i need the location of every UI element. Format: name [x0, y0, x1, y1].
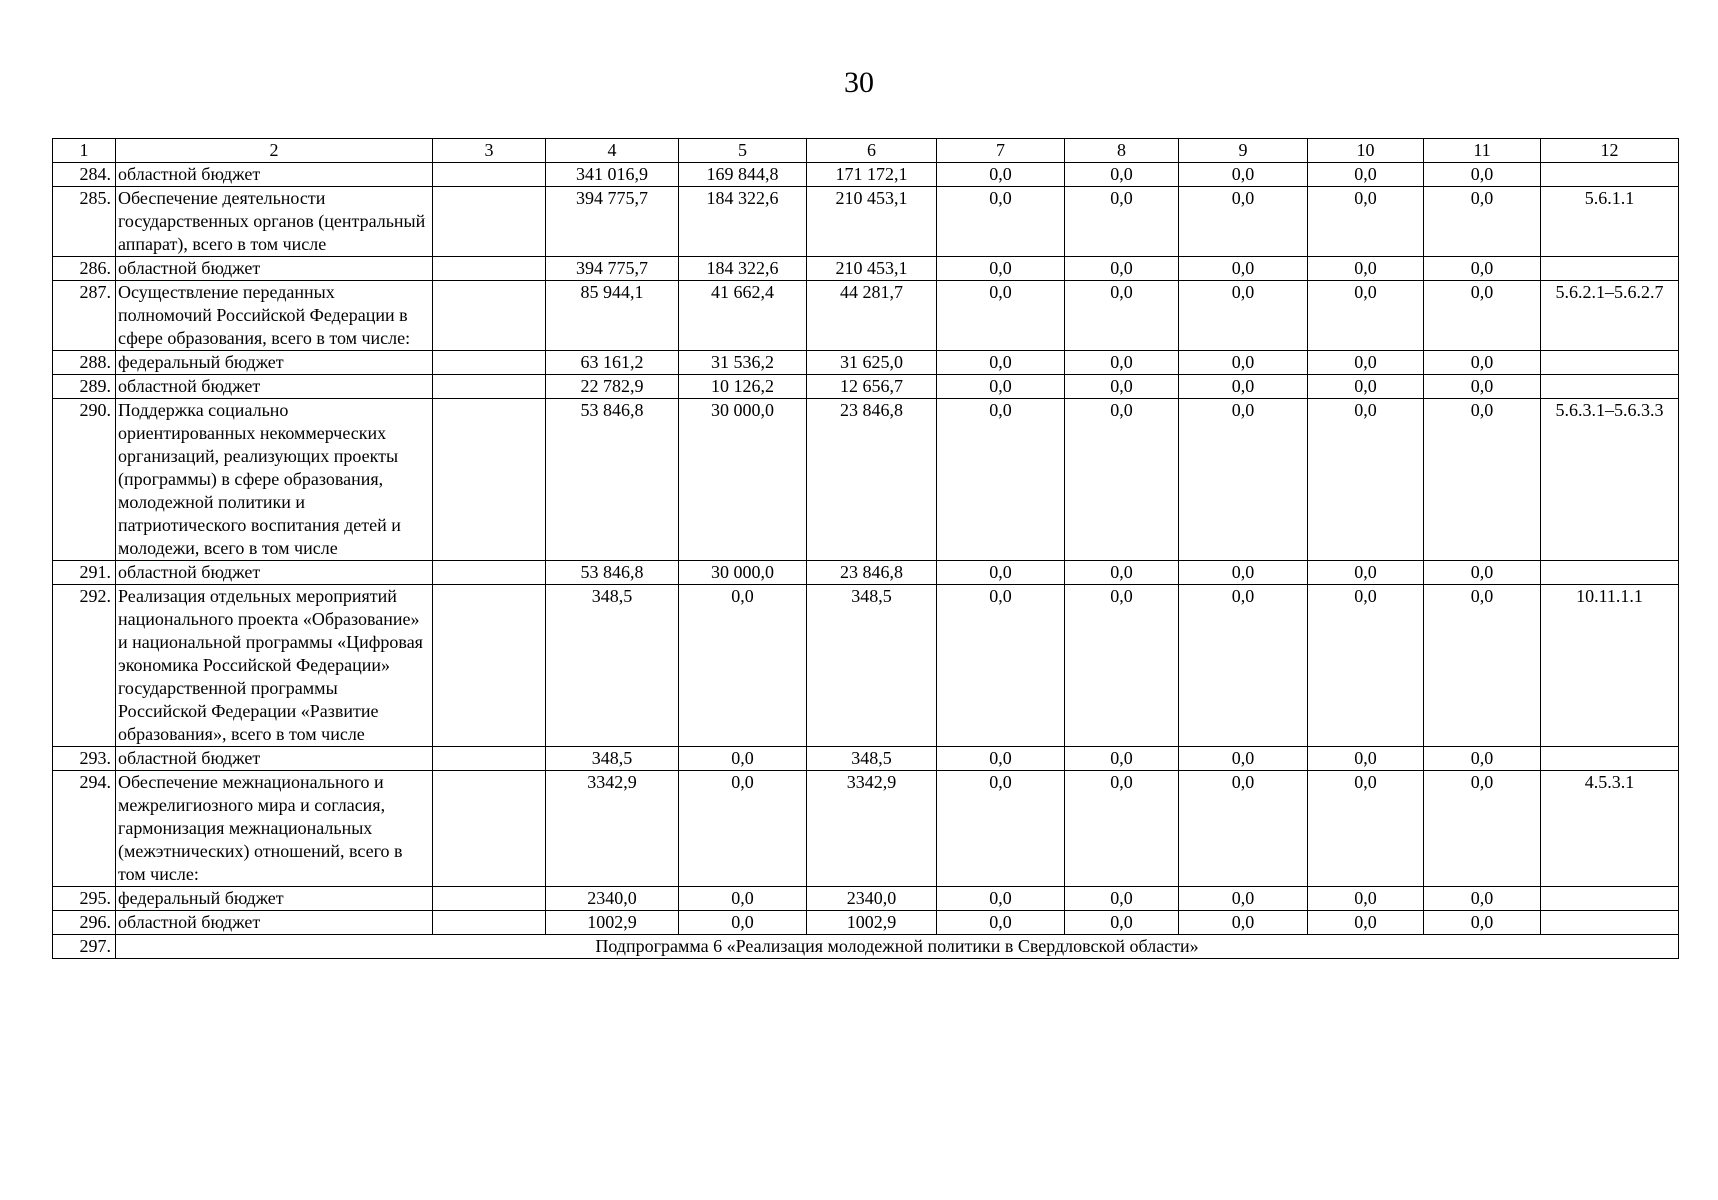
- amount-cell: 0,0: [1179, 911, 1308, 935]
- amount-cell: 0,0: [937, 163, 1065, 187]
- empty-cell: [433, 399, 546, 561]
- amount-cell: 0,0: [679, 585, 807, 747]
- amount-cell: 210 453,1: [807, 257, 937, 281]
- empty-cell: [433, 911, 546, 935]
- column-header: 8: [1065, 139, 1179, 163]
- amount-cell: 0,0: [937, 911, 1065, 935]
- amount-cell: 0,0: [1424, 561, 1541, 585]
- table-header-row: [53, 139, 1679, 163]
- row-description: областной бюджет: [116, 257, 433, 281]
- amount-cell: 0,0: [937, 771, 1065, 887]
- row-number: 286.: [53, 257, 116, 281]
- empty-cell: [433, 747, 546, 771]
- activity-code: 5.6.1.1: [1541, 187, 1679, 257]
- row-number: 296.: [53, 911, 116, 935]
- table-row: [53, 771, 1679, 887]
- table-row: [53, 911, 1679, 935]
- empty-cell: [433, 163, 546, 187]
- row-description: областной бюджет: [116, 911, 433, 935]
- activity-code: 4.5.3.1: [1541, 771, 1679, 887]
- amount-cell: 0,0: [937, 585, 1065, 747]
- amount-cell: 0,0: [679, 887, 807, 911]
- amount-cell: 53 846,8: [546, 399, 679, 561]
- amount-cell: 53 846,8: [546, 561, 679, 585]
- amount-cell: 0,0: [1308, 187, 1424, 257]
- row-number: 292.: [53, 585, 116, 747]
- amount-cell: 0,0: [1424, 187, 1541, 257]
- row-number: 291.: [53, 561, 116, 585]
- amount-cell: 31 625,0: [807, 351, 937, 375]
- row-number: 294.: [53, 771, 116, 887]
- column-header: 7: [937, 139, 1065, 163]
- empty-cell: [433, 771, 546, 887]
- amount-cell: 348,5: [807, 747, 937, 771]
- amount-cell: 0,0: [1179, 163, 1308, 187]
- amount-cell: 30 000,0: [679, 399, 807, 561]
- amount-cell: 23 846,8: [807, 399, 937, 561]
- amount-cell: 0,0: [1424, 257, 1541, 281]
- amount-cell: 3342,9: [807, 771, 937, 887]
- amount-cell: 0,0: [1065, 911, 1179, 935]
- amount-cell: 0,0: [1308, 561, 1424, 585]
- row-description: Обеспечение межнационального и межрелигиозного мира и согласия, гармонизация межнациональных (межэтнических) отношений, всего в том числе:: [116, 771, 433, 887]
- amount-cell: 0,0: [1424, 351, 1541, 375]
- amount-cell: 0,0: [1179, 887, 1308, 911]
- column-header: 12: [1541, 139, 1679, 163]
- table-row: [53, 561, 1679, 585]
- amount-cell: 0,0: [1424, 375, 1541, 399]
- amount-cell: 12 656,7: [807, 375, 937, 399]
- amount-cell: 0,0: [1308, 585, 1424, 747]
- amount-cell: 0,0: [937, 375, 1065, 399]
- activity-code: [1541, 351, 1679, 375]
- amount-cell: 85 944,1: [546, 281, 679, 351]
- amount-cell: 0,0: [679, 747, 807, 771]
- amount-cell: 0,0: [1424, 747, 1541, 771]
- amount-cell: 341 016,9: [546, 163, 679, 187]
- amount-cell: 0,0: [1065, 747, 1179, 771]
- subprogram-title: Подпрограмма 6 «Реализация молодежной политики в Свердловской области»: [116, 935, 1679, 959]
- amount-cell: 0,0: [1179, 351, 1308, 375]
- amount-cell: 348,5: [546, 585, 679, 747]
- empty-cell: [433, 375, 546, 399]
- activity-code: 10.11.1.1: [1541, 585, 1679, 747]
- amount-cell: 0,0: [1065, 561, 1179, 585]
- amount-cell: 0,0: [1308, 281, 1424, 351]
- amount-cell: 394 775,7: [546, 187, 679, 257]
- row-description: Поддержка социально ориентированных некоммерческих организаций, реализующих проекты (программы) в сфере образования, молодежной политики и патриотического воспитания детей и молодежи, всего в том числе: [116, 399, 433, 561]
- amount-cell: 171 172,1: [807, 163, 937, 187]
- column-header: 9: [1179, 139, 1308, 163]
- subprogram-row: [53, 935, 1679, 959]
- row-description: областной бюджет: [116, 747, 433, 771]
- table-row: [53, 585, 1679, 747]
- row-number: 288.: [53, 351, 116, 375]
- row-number: 297.: [53, 935, 116, 959]
- amount-cell: 0,0: [937, 747, 1065, 771]
- amount-cell: 0,0: [1308, 771, 1424, 887]
- activity-code: 5.6.2.1–5.6.2.7: [1541, 281, 1679, 351]
- amount-cell: 63 161,2: [546, 351, 679, 375]
- amount-cell: 0,0: [1065, 375, 1179, 399]
- amount-cell: 0,0: [1308, 257, 1424, 281]
- row-description: федеральный бюджет: [116, 351, 433, 375]
- empty-cell: [433, 187, 546, 257]
- column-header: 3: [433, 139, 546, 163]
- amount-cell: 0,0: [1065, 771, 1179, 887]
- amount-cell: 0,0: [937, 351, 1065, 375]
- amount-cell: 30 000,0: [679, 561, 807, 585]
- amount-cell: 0,0: [1179, 281, 1308, 351]
- activity-code: [1541, 163, 1679, 187]
- amount-cell: 210 453,1: [807, 187, 937, 257]
- amount-cell: 0,0: [1308, 399, 1424, 561]
- amount-cell: 0,0: [1308, 351, 1424, 375]
- amount-cell: 0,0: [937, 187, 1065, 257]
- amount-cell: 2340,0: [546, 887, 679, 911]
- amount-cell: 0,0: [679, 771, 807, 887]
- amount-cell: 0,0: [1179, 561, 1308, 585]
- activity-code: [1541, 747, 1679, 771]
- amount-cell: 0,0: [1065, 257, 1179, 281]
- column-header: 10: [1308, 139, 1424, 163]
- row-description: Обеспечение деятельности государственных органов (центральный аппарат), всего в том числе: [116, 187, 433, 257]
- activity-code: [1541, 375, 1679, 399]
- table-row: [53, 887, 1679, 911]
- column-header: 5: [679, 139, 807, 163]
- amount-cell: 0,0: [937, 561, 1065, 585]
- activity-code: [1541, 911, 1679, 935]
- row-description: областной бюджет: [116, 375, 433, 399]
- amount-cell: 3342,9: [546, 771, 679, 887]
- table-row: [53, 281, 1679, 351]
- amount-cell: 0,0: [1065, 281, 1179, 351]
- column-header: 6: [807, 139, 937, 163]
- amount-cell: 0,0: [1179, 187, 1308, 257]
- amount-cell: 2340,0: [807, 887, 937, 911]
- page-number: 30: [844, 66, 874, 99]
- amount-cell: 0,0: [1065, 163, 1179, 187]
- amount-cell: 0,0: [1308, 911, 1424, 935]
- amount-cell: 169 844,8: [679, 163, 807, 187]
- amount-cell: 348,5: [546, 747, 679, 771]
- amount-cell: 0,0: [1308, 747, 1424, 771]
- amount-cell: 394 775,7: [546, 257, 679, 281]
- empty-cell: [433, 585, 546, 747]
- activity-code: [1541, 257, 1679, 281]
- activity-code: [1541, 561, 1679, 585]
- row-number: 293.: [53, 747, 116, 771]
- row-number: 285.: [53, 187, 116, 257]
- amount-cell: 41 662,4: [679, 281, 807, 351]
- table-row: [53, 747, 1679, 771]
- table-row: [53, 375, 1679, 399]
- empty-cell: [433, 351, 546, 375]
- amount-cell: 0,0: [1065, 585, 1179, 747]
- amount-cell: 0,0: [1308, 887, 1424, 911]
- amount-cell: 0,0: [1424, 911, 1541, 935]
- amount-cell: 0,0: [1065, 351, 1179, 375]
- amount-cell: 0,0: [1424, 163, 1541, 187]
- amount-cell: 0,0: [1179, 747, 1308, 771]
- empty-cell: [433, 281, 546, 351]
- activity-code: 5.6.3.1–5.6.3.3: [1541, 399, 1679, 561]
- amount-cell: 1002,9: [807, 911, 937, 935]
- amount-cell: 0,0: [1065, 887, 1179, 911]
- amount-cell: 0,0: [1179, 771, 1308, 887]
- empty-cell: [433, 257, 546, 281]
- row-number: 284.: [53, 163, 116, 187]
- row-description: Осуществление переданных полномочий Российской Федерации в сфере образования, всего в том числе:: [116, 281, 433, 351]
- column-header: 4: [546, 139, 679, 163]
- column-header: 2: [116, 139, 433, 163]
- amount-cell: 184 322,6: [679, 187, 807, 257]
- amount-cell: 0,0: [1179, 399, 1308, 561]
- activity-code: [1541, 887, 1679, 911]
- amount-cell: 0,0: [1179, 585, 1308, 747]
- amount-cell: 0,0: [679, 911, 807, 935]
- column-header: 11: [1424, 139, 1541, 163]
- amount-cell: 0,0: [937, 257, 1065, 281]
- amount-cell: 0,0: [1424, 887, 1541, 911]
- amount-cell: 0,0: [1179, 257, 1308, 281]
- amount-cell: 0,0: [1424, 771, 1541, 887]
- amount-cell: 22 782,9: [546, 375, 679, 399]
- table-row: [53, 351, 1679, 375]
- amount-cell: 348,5: [807, 585, 937, 747]
- row-description: федеральный бюджет: [116, 887, 433, 911]
- amount-cell: 0,0: [937, 399, 1065, 561]
- amount-cell: 0,0: [1308, 163, 1424, 187]
- row-description: Реализация отдельных мероприятий национального проекта «Образование» и национальной программы «Цифровая экономика Российской Федерации» государственной программы Российской Федерации «Развитие образования», всего в том числе: [116, 585, 433, 747]
- amount-cell: 0,0: [1179, 375, 1308, 399]
- empty-cell: [433, 561, 546, 585]
- amount-cell: 0,0: [937, 281, 1065, 351]
- amount-cell: 10 126,2: [679, 375, 807, 399]
- amount-cell: 23 846,8: [807, 561, 937, 585]
- budget-table: [52, 138, 1679, 959]
- amount-cell: 0,0: [1308, 375, 1424, 399]
- amount-cell: 44 281,7: [807, 281, 937, 351]
- row-description: областной бюджет: [116, 163, 433, 187]
- table-row: [53, 399, 1679, 561]
- amount-cell: 0,0: [1065, 187, 1179, 257]
- row-number: 290.: [53, 399, 116, 561]
- amount-cell: 184 322,6: [679, 257, 807, 281]
- row-number: 289.: [53, 375, 116, 399]
- amount-cell: 0,0: [1065, 399, 1179, 561]
- column-header: 1: [53, 139, 116, 163]
- empty-cell: [433, 887, 546, 911]
- amount-cell: 0,0: [1424, 281, 1541, 351]
- row-number: 295.: [53, 887, 116, 911]
- amount-cell: 0,0: [937, 887, 1065, 911]
- row-number: 287.: [53, 281, 116, 351]
- table-row: [53, 163, 1679, 187]
- table-row: [53, 187, 1679, 257]
- row-description: областной бюджет: [116, 561, 433, 585]
- amount-cell: 0,0: [1424, 399, 1541, 561]
- amount-cell: 31 536,2: [679, 351, 807, 375]
- amount-cell: 0,0: [1424, 585, 1541, 747]
- table-row: [53, 257, 1679, 281]
- amount-cell: 1002,9: [546, 911, 679, 935]
